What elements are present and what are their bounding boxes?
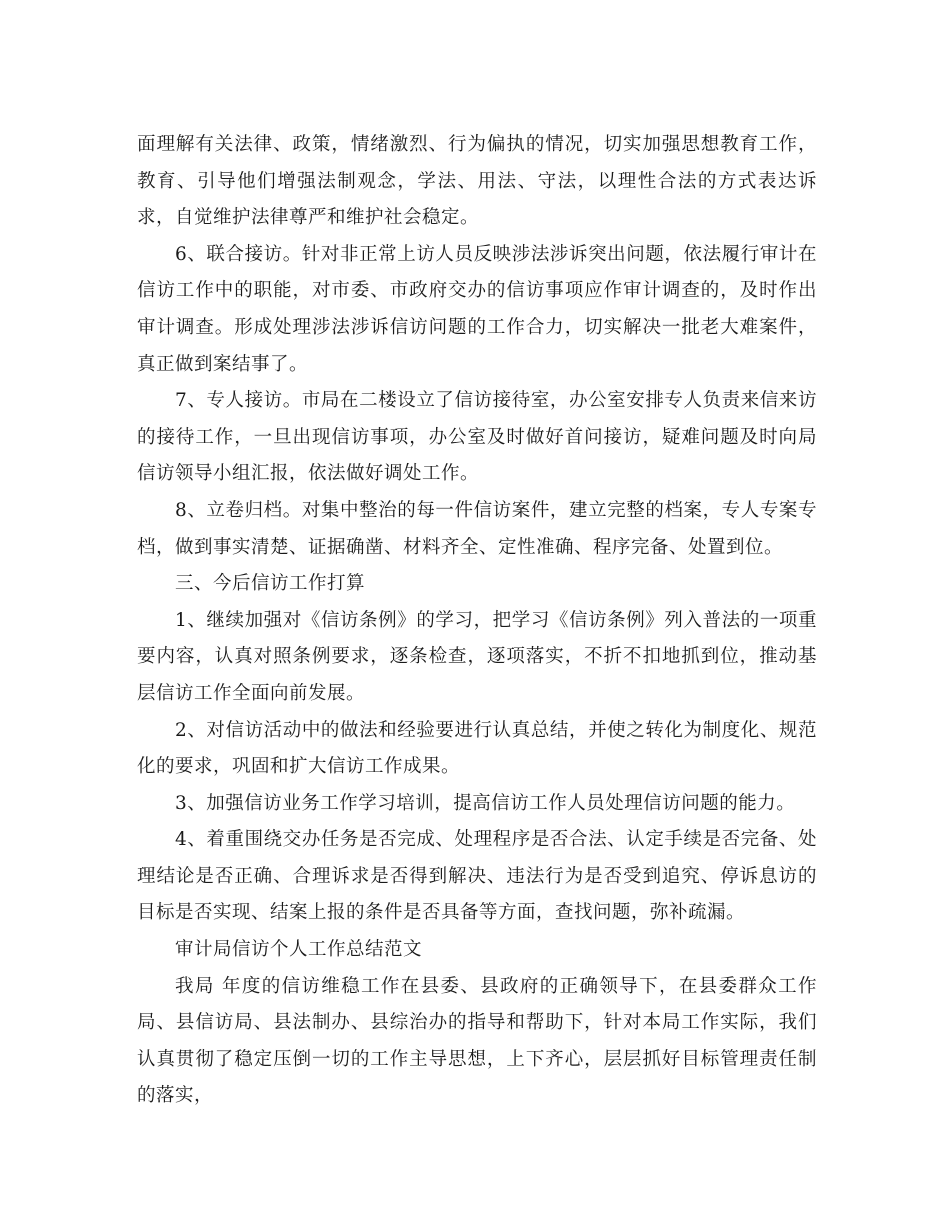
- section-heading-sample-title: 审计局信访个人工作总结范文: [175, 939, 423, 961]
- section-heading-future-plans: 三、今后信访工作打算: [175, 573, 366, 595]
- paragraph-continuation: 面理解有关法律、政策，情绪激烈、行为偏执的情况，切实加强思想教育工作，教育、引导他们增强法制观念，学法、用法、守法，以理性合法的方式表达诉求，自觉维护法律尊严和维护社会稳定。: [137, 134, 817, 229]
- paragraph-plan-2: 2、对信访活动中的做法和经验要进行认真总结，并使之转化为制度化、规范化的要求，巩固和扩大信访工作成果。: [137, 719, 817, 778]
- paragraph-plan-4: 4、着重围绕交办任务是否完成、处理程序是否合法、认定手续是否完备、处理结论是否正确、合理诉求是否得到解决、违法行为是否受到追究、停诉息访的目标是否实现、结案上报的条件是否具备等方面，查找问题，弥补疏漏。: [137, 829, 817, 924]
- paragraph-item-8: 8、立卷归档。对集中整治的每一件信访案件，建立完整的档案，专人专案专档，做到事实清楚、证据确凿、材料齐全、定性准确、程序完备、处置到位。: [137, 499, 817, 558]
- document-body: [137, 127, 817, 1115]
- paragraph-intro: 我局 年度的信访维稳工作在县委、县政府的正确领导下，在县委群众工作局、县信访局、县法制办、县综治办的指导和帮助下，针对本局工作实际，我们认真贯彻了稳定压倒一切的工作主导思想，上下齐心，层层抓好目标管理责任制的落实，: [137, 975, 817, 1107]
- paragraph-plan-3: 3、加强信访业务工作学习培训，提高信访工作人员处理信访问题的能力。: [175, 792, 796, 814]
- paragraph-item-6: 6、联合接访。针对非正常上访人员反映涉法涉诉突出问题，依法履行审计在信访工作中的职能，对市委、市政府交办的信访事项应作审计调查的，及时作出审计调查。形成处理涉法涉诉信访问题的工作合力，切实解决一批老大难案件，真正做到案结事了。: [137, 243, 817, 375]
- paragraph-plan-1: 1、继续加强对《信访条例》的学习，把学习《信访条例》列入普法的一项重要内容，认真对照条例要求，逐条检查，逐项落实，不折不扣地抓到位，推动基层信访工作全面向前发展。: [137, 609, 817, 704]
- paragraph-item-7: 7、专人接访。市局在二楼设立了信访接待室，办公室安排专人负责来信来访的接待工作，一旦出现信访事项，办公室及时做好首问接访，疑难问题及时向局信访领导小组汇报，依法做好调处工作。: [137, 390, 817, 485]
